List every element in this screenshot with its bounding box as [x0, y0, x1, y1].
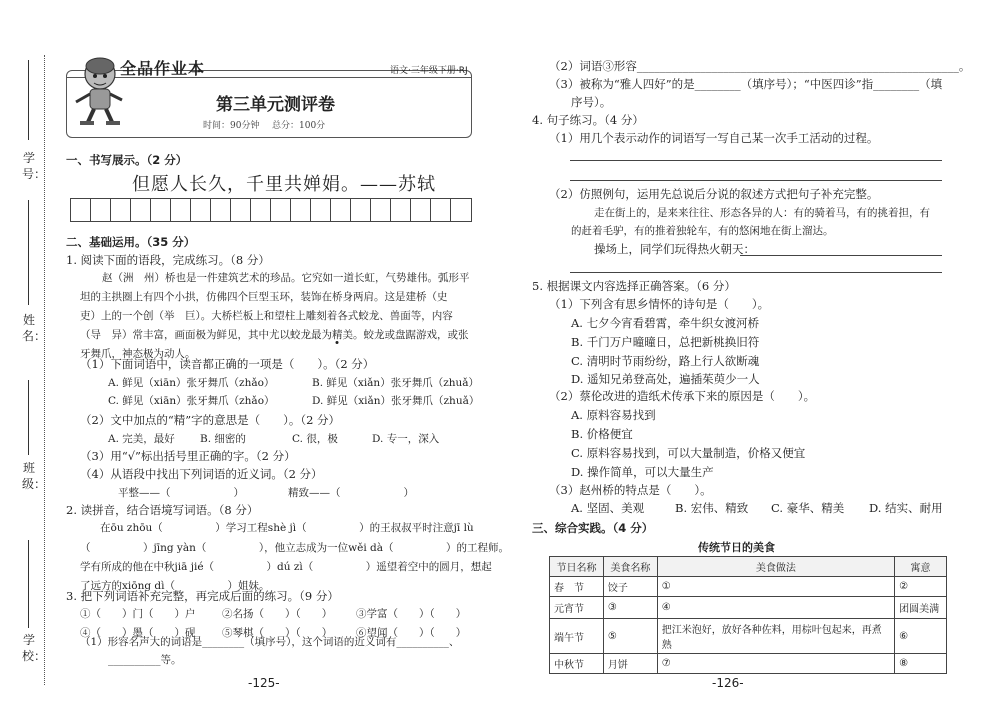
option-c[interactable]: C. 原料容易找到，可以大量制造，价格又便宜	[571, 446, 806, 460]
student-id-label: 学号：	[22, 151, 47, 181]
option-b[interactable]: B. 价格便宜	[571, 427, 633, 441]
answer-line[interactable]	[570, 180, 942, 181]
class-field[interactable]	[28, 380, 29, 455]
column-header: 寓意	[895, 557, 947, 577]
table-row	[550, 597, 947, 619]
table-row	[550, 654, 947, 674]
question-1-4: （4）从语段中找出下列词语的近义词。（2 分）	[80, 467, 323, 481]
option-d[interactable]: D. 结实、耐用	[869, 501, 943, 515]
question-3-3-cont: 序号）。	[571, 95, 612, 109]
question-1: 1. 阅读下面的语段，完成练习。（8 分）	[66, 253, 270, 267]
column-header: 美食名称	[603, 557, 657, 577]
question-5-3: （3）赵州桥的特点是（ ）。	[549, 483, 712, 497]
option-d[interactable]: D. 专一，深入	[372, 433, 440, 445]
option-a[interactable]: A. 鲜见（xiān）张牙舞爪（zhǎo）	[108, 377, 275, 389]
answer-line[interactable]	[570, 160, 942, 161]
class-label: 班级：	[22, 461, 47, 491]
brand-logo: 全品作业本	[120, 59, 206, 78]
table-cell: 春 节	[550, 577, 604, 597]
section-3-heading: 三、综合实践。（4 分）	[532, 521, 654, 535]
option-b[interactable]: B. 宏伟、精致	[675, 501, 749, 515]
table-title: 传统节日的美食	[698, 541, 775, 554]
school-label: 学校：	[22, 633, 47, 663]
name-label: 姓名：	[22, 313, 47, 343]
option-d[interactable]: D. 鲜见（xiǎn）张牙舞爪（zhuǎ）	[312, 395, 480, 407]
question-3-3[interactable]: （3）被称为“雅人四好”的是________（填序号）；“中医四诊”指________（填	[549, 77, 943, 91]
example-sentence: 的赶着毛驴，有的推着独轮车，有的悠闲地在街上溜达。	[571, 225, 834, 237]
table-cell: 团圆美满	[895, 597, 947, 619]
table-cell[interactable]: ③	[603, 597, 657, 619]
question-5-2: （2）蔡伦改进的造纸术传承下来的原因是（ ）。	[549, 389, 816, 403]
pinyin-line[interactable]: 了远方的xiōng dì（ ）姐妹。	[80, 580, 270, 592]
subject-label: 语文·三年级下册·RJ	[390, 66, 468, 76]
synonym-fill-2[interactable]: 精致——（ ）	[288, 487, 414, 499]
answer-line[interactable]	[740, 255, 942, 256]
synonym-fill-1[interactable]: 平整——（ ）	[118, 487, 244, 499]
option-b[interactable]: B. 千门万户曈曈日，总把新桃换旧符	[571, 335, 760, 349]
question-1-3: （3）用“√”标出括号里正确的字。（2 分）	[80, 449, 296, 463]
passage-line: 牙舞爪，神态极为动人。	[80, 348, 196, 360]
question-5-1: （1）下列含有思乡情怀的诗句是（ ）。	[549, 297, 770, 311]
passage-line: 赵（洲 州）桥也是一件建筑艺术的珍品。它究如一道长虹，气势雄伟。弧形平	[102, 272, 470, 284]
option-c[interactable]: C. 豪华、精美	[771, 501, 845, 515]
table-cell[interactable]: ①	[657, 577, 894, 597]
total-score: 总分：100分	[272, 121, 326, 131]
question-5: 5. 根据课文内容选择正确答案。（6 分）	[532, 279, 736, 293]
question-2: 2. 读拼音，结合语境写词语。（8 分）	[66, 503, 259, 517]
section-2-heading: 二、基础运用。（35 分）	[66, 235, 196, 249]
table-cell[interactable]: ⑧	[895, 654, 947, 674]
passage-line: 吏）上的一个创（举 巨）。大桥栏板上和望柱上雕刻着各式蛟龙、兽面等，内容	[80, 310, 453, 322]
option-b[interactable]: B. 细密的	[200, 433, 246, 445]
table-cell: 中秋节	[550, 654, 604, 674]
table-cell[interactable]: ⑦	[657, 654, 894, 674]
idiom-fill[interactable]: ⑤琴棋（ ）（ ）	[222, 627, 333, 639]
option-d[interactable]: D. 操作简单，可以大量生产	[571, 465, 714, 479]
writing-grid[interactable]	[70, 198, 472, 222]
table-cell: 把江米泡好，放好各种佐料，用棕叶包起来，再煮熟	[657, 619, 894, 654]
table-row	[550, 577, 947, 597]
option-c[interactable]: C. 鲜见（xiān）张牙舞爪（zhǎo）	[108, 395, 275, 407]
option-b[interactable]: B. 鲜见（xiǎn）张牙舞爪（zhuǎ）	[312, 377, 480, 389]
question-3-2[interactable]: （2）词语③形容________________________________________________________。	[549, 59, 971, 73]
time-limit: 时间：90分钟	[203, 121, 260, 131]
writing-motto: 但愿人长久，千里共婵娟。——苏轼	[132, 174, 436, 195]
option-a[interactable]: A. 完美，最好	[108, 433, 175, 445]
question-1-2: （2）文中加点的“精”字的意思是（ ）。（2 分）	[80, 413, 341, 427]
festival-food-table	[549, 556, 947, 674]
pinyin-line[interactable]: （ ）jīng yàn（ ），他立志成为一位wěi dà（ ）的工程师。	[80, 542, 510, 554]
question-1-1: （1）下面词语中，读音都正确的一项是（ ）。（2 分）	[80, 357, 375, 371]
option-c[interactable]: C. 清明时节雨纷纷，路上行人欲断魂	[571, 354, 760, 368]
question-4: 4. 句子练习。（4 分）	[532, 113, 644, 127]
column-header: 美食做法	[657, 557, 894, 577]
idiom-fill[interactable]: ④（ ）墨（ ）砚	[80, 627, 196, 639]
table-cell: 端午节	[550, 619, 604, 654]
question-3-1[interactable]: （1）形容名声大的词语是________（填序号），这个词语的近义词有__________、	[80, 636, 460, 648]
section-1-heading: 一、书写展示。（2 分）	[66, 153, 188, 167]
option-a[interactable]: A. 七夕今宵看碧霄，牵牛织女渡河桥	[571, 316, 760, 330]
table-cell: 元宵节	[550, 597, 604, 619]
idiom-fill[interactable]: ⑥望闻（ ）（ ）	[356, 627, 467, 639]
pinyin-line[interactable]: 在ōu zhōu（ ）学习工程shè jì（ ）的王叔叔平时注意jī lù	[100, 522, 474, 534]
pinyin-line[interactable]: 学有所成的他在中秋jiā jié（ ）dú zì（ ）遥望着空中的圆月，想起	[80, 561, 492, 573]
idiom-fill[interactable]: ②名扬（ ）（ ）	[222, 608, 333, 620]
mascot-icon	[70, 52, 126, 128]
table-cell: 月饼	[603, 654, 657, 674]
idiom-fill[interactable]: ③学富（ ）（ ）	[356, 608, 467, 620]
page-number-right: -126-	[712, 676, 744, 690]
student-id-field[interactable]	[28, 60, 29, 140]
example-sentence: 走在街上的，是来来往往、形态各异的人：有的骑着马，有的挑着担，有	[594, 207, 930, 219]
option-a[interactable]: A. 原料容易找到	[571, 408, 656, 422]
page-title: 第三单元测评卷	[216, 95, 335, 115]
dotted-character: 精	[332, 329, 343, 341]
binding-strip	[0, 0, 58, 722]
column-header: 节日名称	[550, 557, 604, 577]
option-a[interactable]: A. 坚固、美观	[571, 501, 645, 515]
answer-line[interactable]	[570, 272, 942, 273]
table-cell[interactable]: ⑤	[603, 619, 657, 654]
idiom-fill[interactable]: ①（ ）门（ ）户	[80, 608, 196, 620]
question-3: 3. 把下列词语补充完整，再完成后面的练习。（9 分）	[66, 589, 339, 603]
table-header-row	[550, 557, 947, 577]
table-cell[interactable]: ⑥	[895, 619, 947, 654]
question-3-1-cont[interactable]: __________等。	[108, 654, 182, 666]
option-d[interactable]: D. 遥知兄弟登高处，遍插茱萸少一人	[571, 372, 760, 386]
sentence-prompt: 操场上，同学们玩得热火朝天：	[594, 242, 755, 256]
option-c[interactable]: C. 很，极	[292, 433, 338, 445]
school-field[interactable]	[28, 540, 29, 628]
question-4-2: （2）仿照例句，运用先总说后分说的叙述方式把句子补充完整。	[549, 187, 879, 201]
table-cell[interactable]: ④	[657, 597, 894, 619]
binding-dotted-line	[44, 55, 45, 685]
question-4-1: （1）用几个表示动作的词语写一写自己某一次手工活动的过程。	[549, 131, 879, 145]
page-number-left: -125-	[248, 676, 280, 690]
table-row	[550, 619, 947, 654]
passage-line: 坦的主拱圈上有四个小拱，仿佛四个巨型玉环，装饰在桥身两肩。这是建桥（史	[80, 291, 448, 303]
table-cell[interactable]: ②	[895, 577, 947, 597]
passage-line: （导 异）常丰富，画面极为鲜见，其中尤以蛟龙最为精美。蛟龙或盘踞游戏，或张	[80, 329, 469, 341]
name-field[interactable]	[28, 200, 29, 305]
table-cell: 饺子	[603, 577, 657, 597]
